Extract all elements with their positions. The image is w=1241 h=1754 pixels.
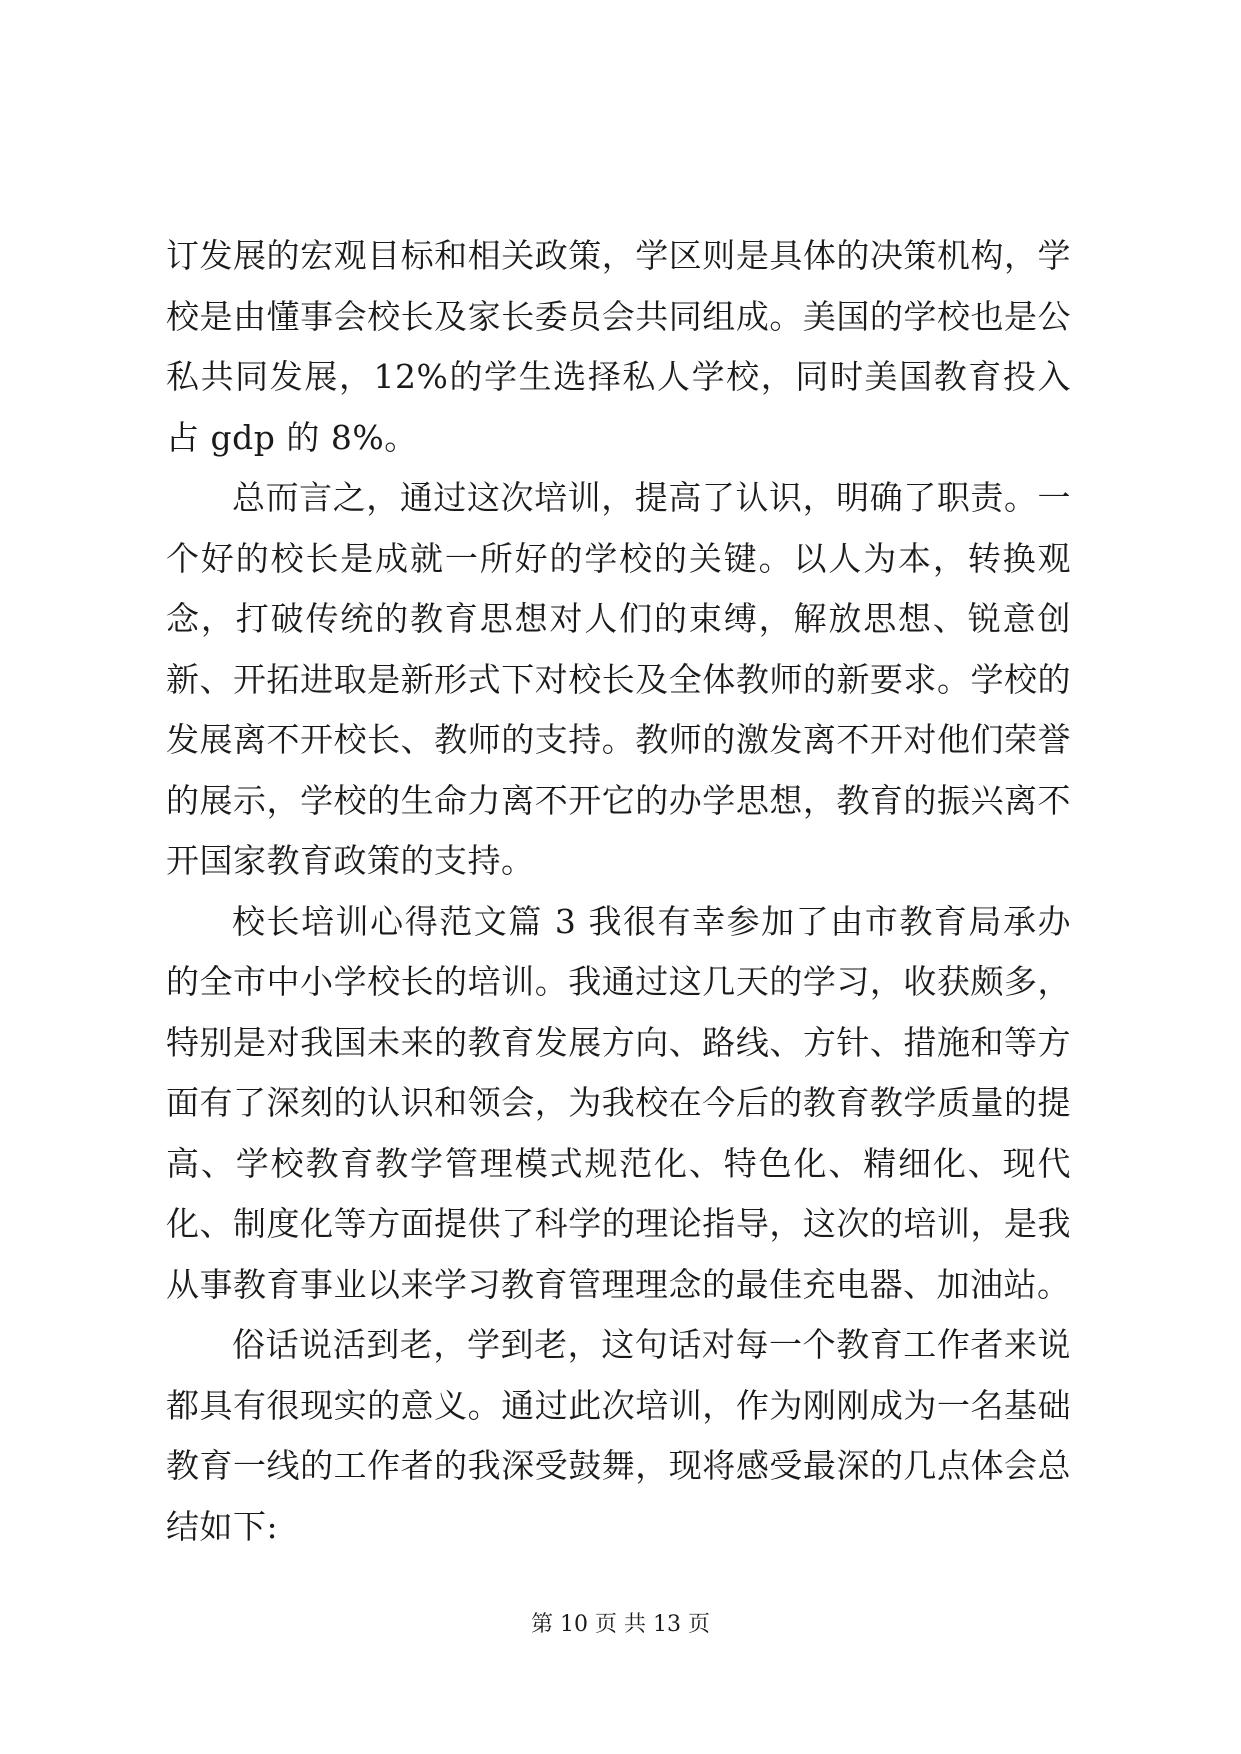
page-number-footer: 第 10 页 共 13 页 xyxy=(531,1612,710,1637)
paragraph-article-3: 校长培训心得范文篇 3 我很有幸参加了由市教育局承办的全市中小学校长的培训。我通过这几天的学习，收获颇多，特别是对我国未来的教育发展方向、路线、方针、措施和等方面有了深刻的认识和领会，为我校在今后的教育教学质量的提高、学校教育教学管理模式规范化、特色化、精细化、现代化、制度化等方面提供了科学的理论指导，这次的培训，是我从事教育事业以来学习教育管理理念的最佳充电器、加油站。 xyxy=(166,901,1071,1304)
paragraph-continued: 订发展的宏观目标和相关政策，学区则是具体的决策机构，学校是由懂事会校长及家长委员会共同组成。美国的学校也是公私共同发展，12%的学生选择私人学校，同时美国教育投入占 gdp 的 8%。 xyxy=(166,236,1071,457)
paragraph-summary: 总而言之，通过这次培训，提高了认识，明确了职责。一个好的校长是成就一所好的学校的关键。以人为本，转换观念，打破传统的教育思想对人们的束缚，解放思想、锐意创新、开拓进取是新形式下对校长及全体教师的新要求。学校的发展离不开校长、教师的支持。教师的激发离不开对他们荣誉的展示，学校的生命力离不开它的办学思想，教育的振兴离不开国家教育政策的支持。 xyxy=(166,478,1071,880)
page-body xyxy=(166,226,1071,1557)
paragraph-lifelong-learning: 俗话说活到老，学到老，这句话对每一个教育工作者来说都具有很现实的意义。通过此次培训，作为刚刚成为一名基础教育一线的工作者的我深受鼓舞，现将感受最深的几点体会总结如下: xyxy=(166,1325,1071,1546)
